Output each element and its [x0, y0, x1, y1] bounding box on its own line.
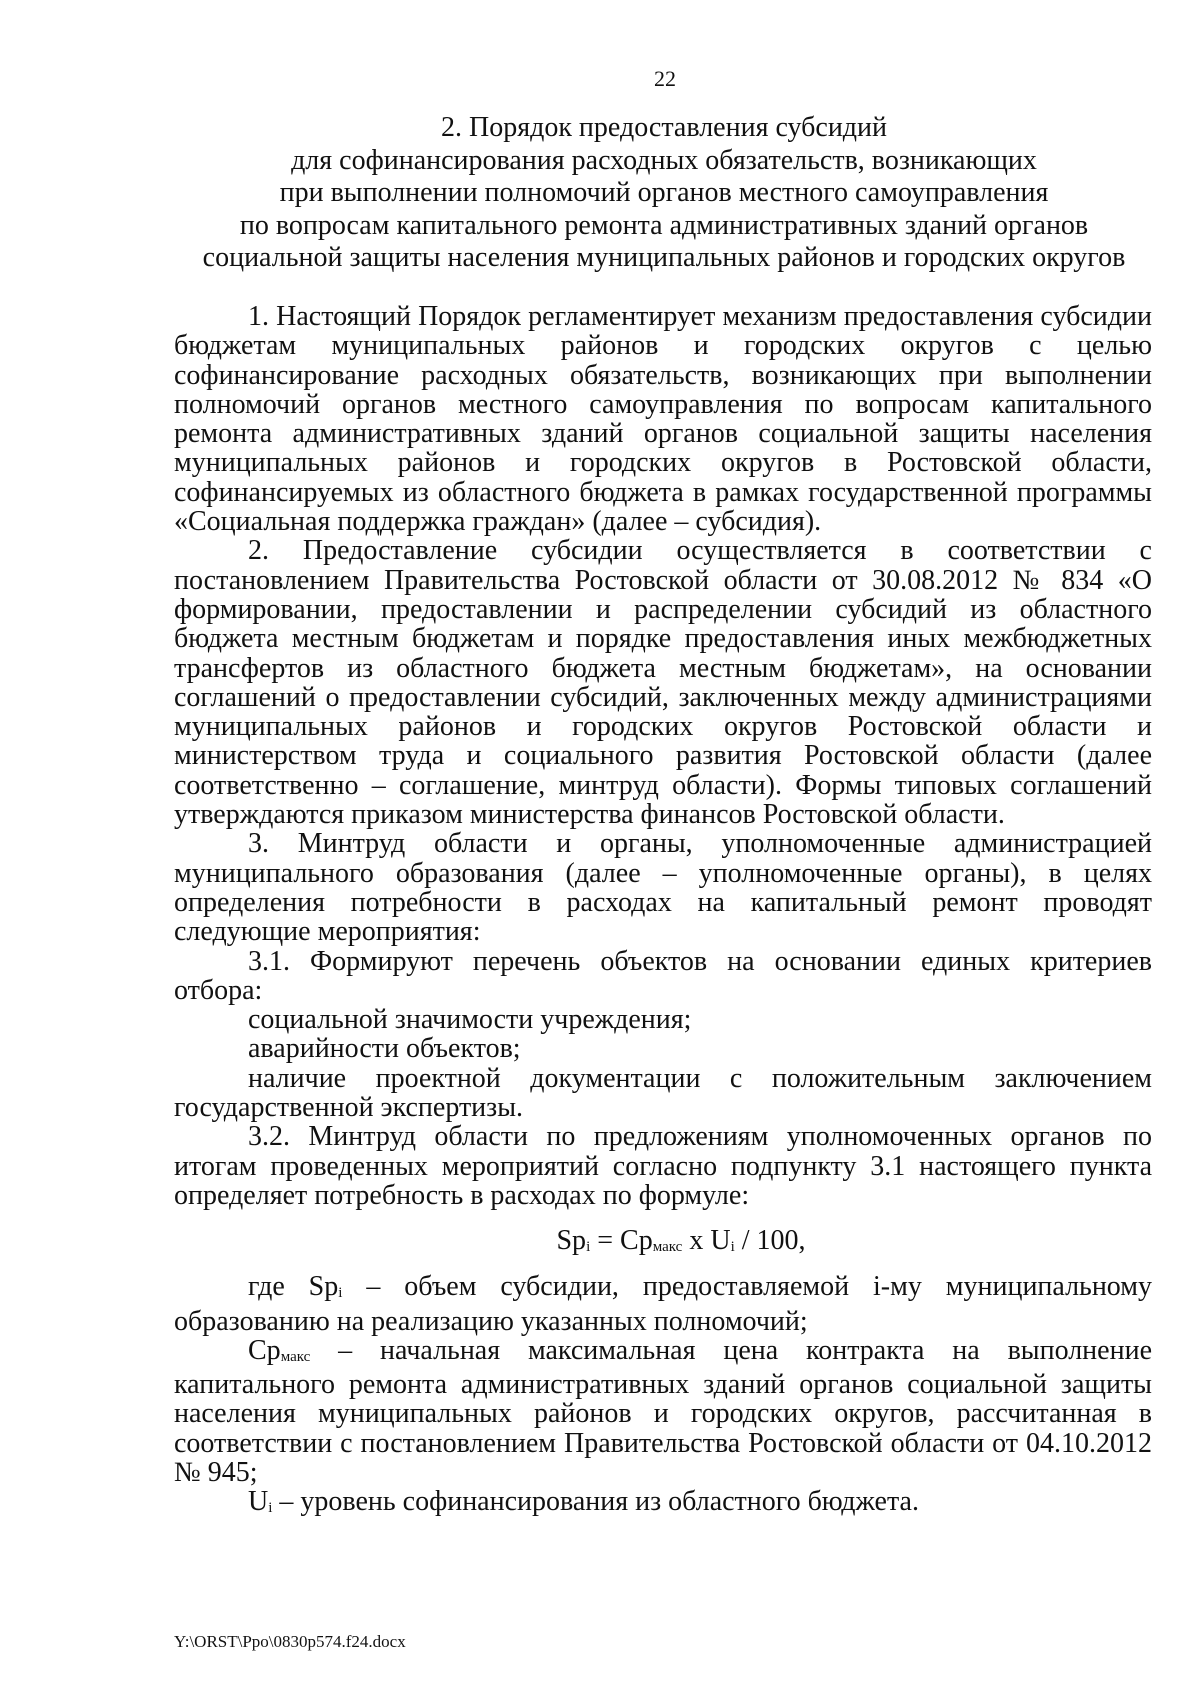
definition-cp-subscript: макс	[280, 1348, 311, 1365]
formula-u-subscript: i	[730, 1239, 735, 1256]
criterion-1: социальной значимости учреждения;	[248, 1004, 692, 1036]
definition-sp-term: где Sp	[248, 1271, 339, 1303]
definition-u	[174, 1487, 1152, 1521]
paragraph-3: 3. Минтруд области и органы, уполномоченные администрацией муниципального образования (далее – уполномоченные органы), в целях определения потребности в расходах на капитальный ремонт проводят следующие мероприятия:	[174, 828, 1152, 948]
definition-u-text: – уровень софинансирования из областного бюджета.	[272, 1486, 919, 1518]
definition-cp	[174, 1336, 1152, 1487]
formula	[174, 1224, 1152, 1262]
formula-cp-subscript: макс	[652, 1239, 683, 1256]
formula-sp: Sp	[556, 1225, 587, 1257]
formula-tail: / 100,	[734, 1225, 806, 1257]
definition-sp-text: – объем субсидии, предоставляемой i-му муниципальному образованию на реализацию указанных полномочий;	[174, 1271, 1152, 1337]
definition-u-subscript: i	[268, 1500, 273, 1517]
formula-mid: х U	[682, 1225, 731, 1257]
heading-line: социальной защиты населения муниципальных районов и городских округов	[202, 242, 1126, 273]
definition-u-term: U	[248, 1486, 269, 1518]
heading-line: по вопросам капитального ремонта административных зданий органов	[239, 209, 1089, 241]
paragraph-2: 2. Предоставление субсидии осуществляется в соответствии с постановлением Правительства Ростовской области от 30.08.2012 № 834 «О формировании, предоставлении и распределении субсидий из областного бюджета местным бюджетам и порядке предоставления иных межбюджетных трансфертов из областного бюджета местным бюджетам», на основании соглашений о предоставлении субсидий, заключенных между администрациями муниципальных районов и городских округов Ростовской области и министерством труда и социального развития Ростовской области (далее соответственно – соглашение, минтруд области). Формы типовых соглашений утверждаются приказом министерства финансов Ростовской области.	[174, 535, 1152, 831]
heading-line: для софинансирования расходных обязательств, возникающих	[291, 144, 1037, 176]
criterion-3: наличие проектной документации с положительным заключением государственной экспертизы.	[174, 1062, 1152, 1124]
definition-sp	[174, 1272, 1152, 1336]
heading-line: 2. Порядок предоставления субсидий	[440, 112, 888, 143]
paragraph-1: 1. Настоящий Порядок регламентирует механизм предоставления субсидии бюджетам муниципальных районов и городских округов с целью софинансирование расходных обязательств, возникающих при выполнении полномочий органов местного самоуправления по вопросам капитального ремонта административных зданий органов социальной защиты населения муниципальных районов и городских округов в Ростовской области, софинансируемых из областного бюджета в рамках государственной программы «Социальная поддержка граждан» (далее – субсидия).	[174, 301, 1152, 538]
definition-sp-subscript: i	[338, 1285, 343, 1302]
formula-sp-subscript: i	[586, 1239, 591, 1256]
file-path-footer: Y:\ORST\Ppo\0830p574.f24.docx	[174, 1632, 406, 1651]
section-heading	[170, 112, 1158, 275]
paragraph-3-2: 3.2. Минтруд области по предложениям уполномоченных органов по итогам проведенных мероприятий согласно подпункту 3.1 настоящего пункта определяет потребность в расходах по формуле:	[174, 1121, 1152, 1211]
definition-cp-text: – начальная максимальная цена контракта на выполнение капитального ремонта административных зданий органов социальной защиты населения муниципальных районов и городских округов, рассчитанная в соответствии с постановлением Правительства Ростовской области от 04.10.2012 № 945;	[174, 1334, 1152, 1488]
definition-cp-term: Ср	[248, 1334, 281, 1366]
heading-line: при выполнении полномочий органов местного самоуправления	[279, 177, 1049, 208]
paragraph-3-1: 3.1. Формируют перечень объектов на основании единых критериев отбора:	[174, 945, 1152, 1006]
criterion-2: аварийности объектов;	[248, 1033, 521, 1065]
page-number: 22	[654, 66, 676, 91]
document-body	[174, 302, 1152, 1522]
formula-equals: = Ср	[590, 1225, 653, 1257]
